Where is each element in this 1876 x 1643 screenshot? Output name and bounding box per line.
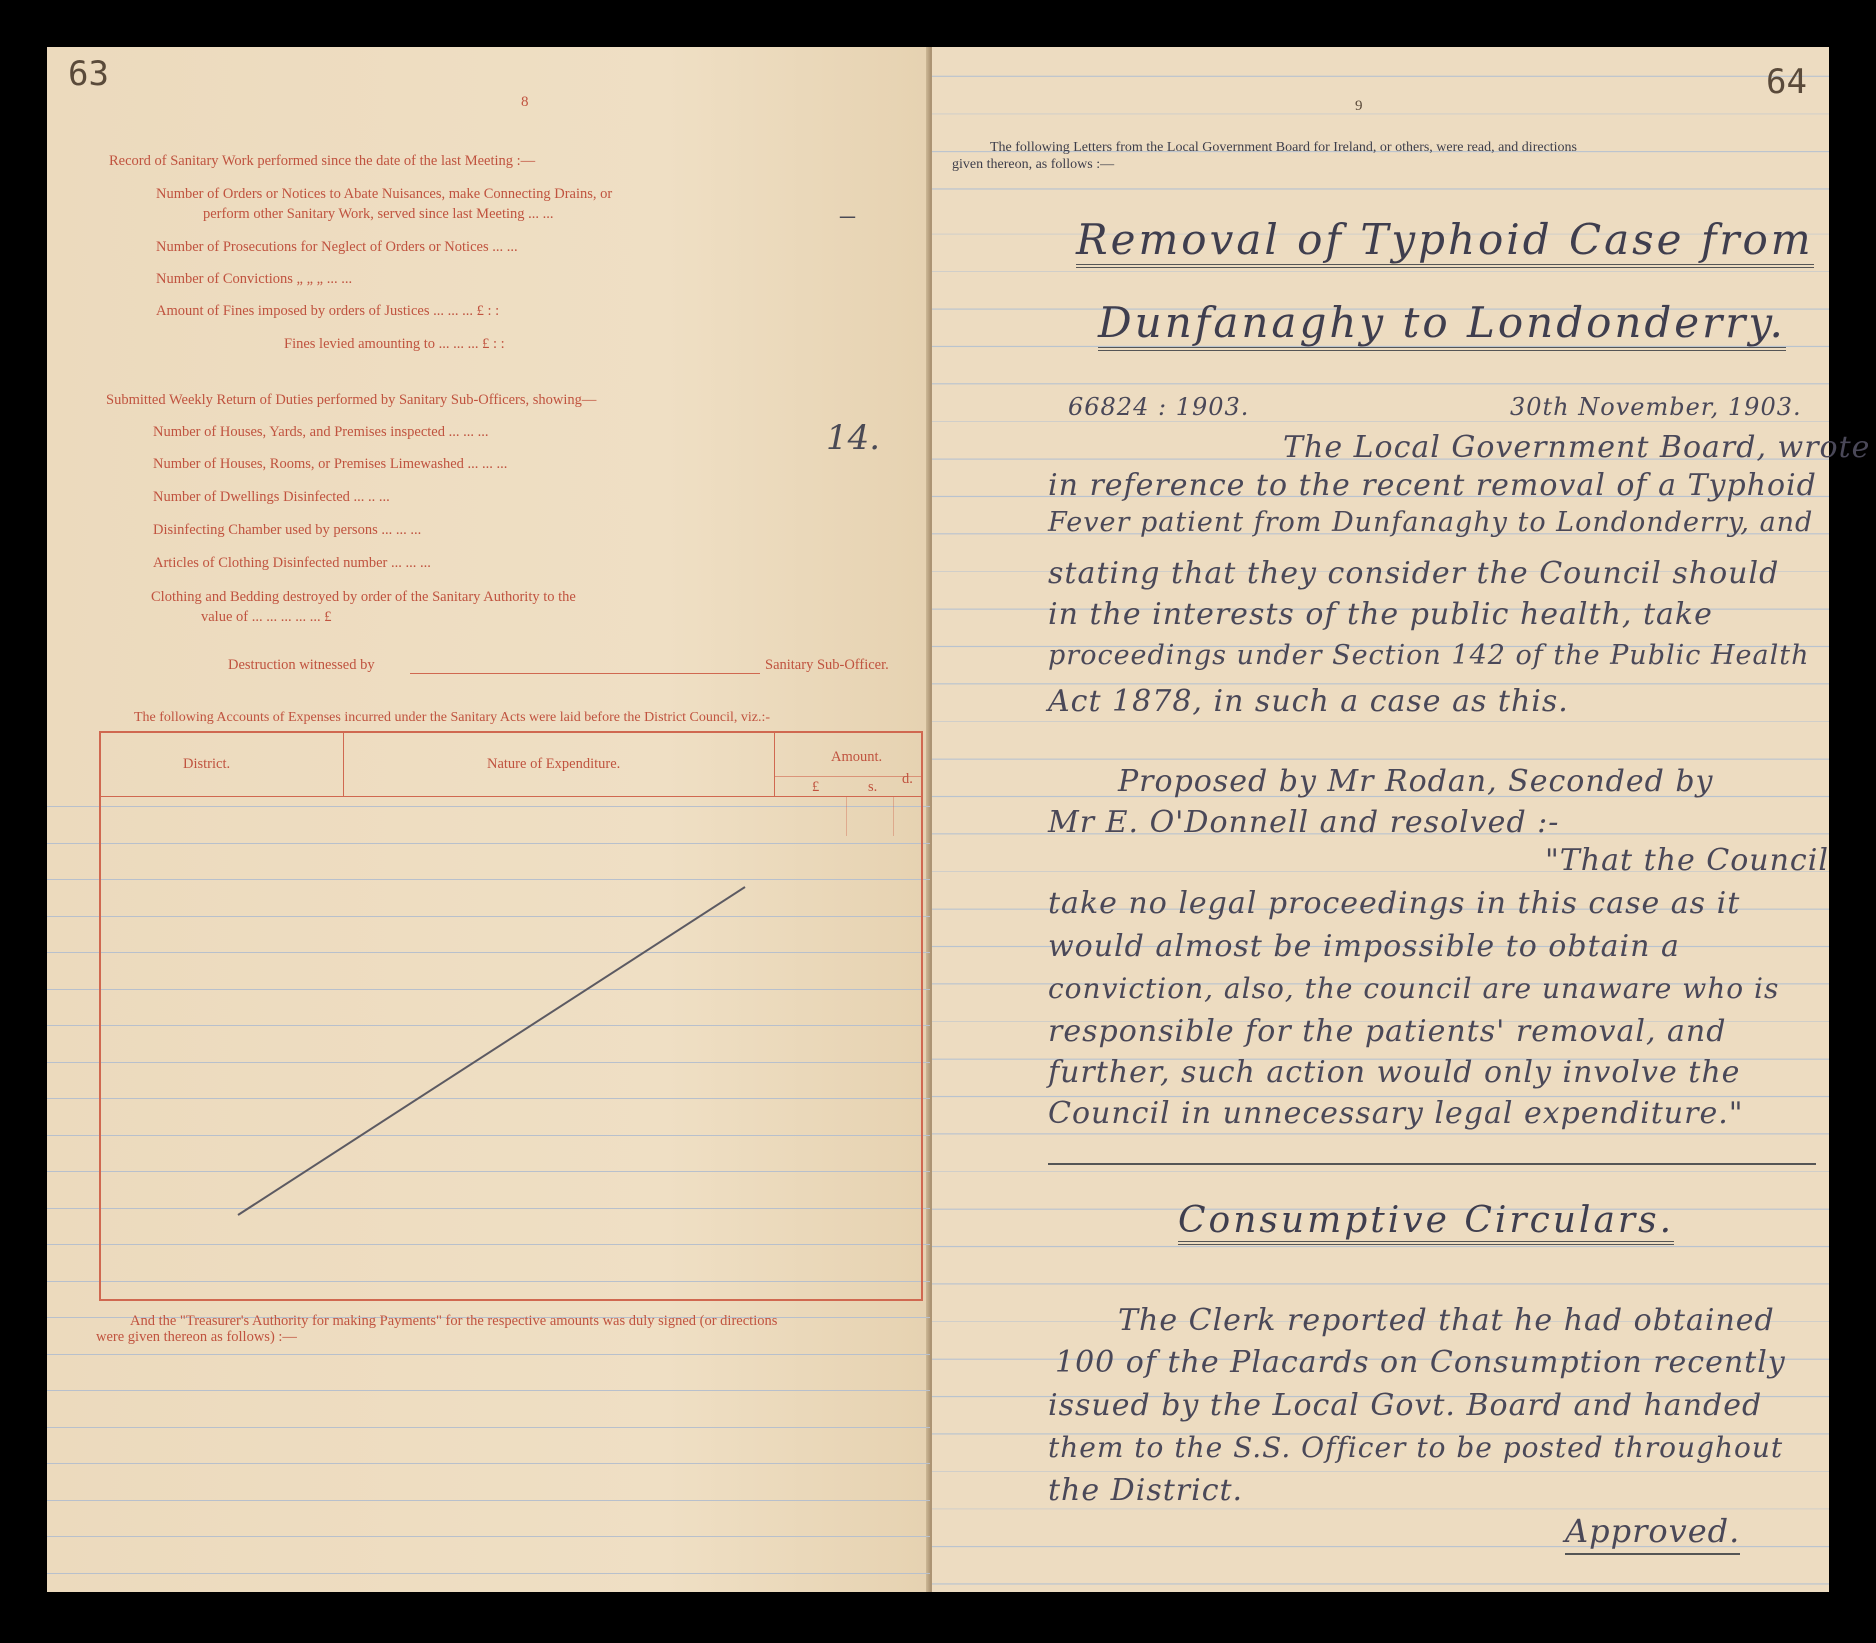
letter-ref-number: 66824 : 1903.	[1068, 393, 1250, 421]
body-line-3: Fever patient from Dunfanaghy to Londonderry, and	[1048, 507, 1814, 538]
body-line-7: Act 1878, in such a case as this.	[1048, 684, 1569, 719]
record-item-1-line2: perform other Sanitary Work, served since last Meeting ... ...	[203, 206, 554, 222]
accounts-heading: The following Accounts of Expenses incurred under the Sanitary Acts were laid before the District Council, viz.:-	[134, 710, 771, 725]
record-item-3: Number of Convictions „ „ „ ... ...	[156, 271, 353, 287]
right-page-number: 64	[1766, 62, 1807, 102]
record-item-4: Amount of Fines imposed by orders of Justices ... ... ... £ : :	[156, 303, 500, 319]
table-header-nature: Nature of Expenditure.	[487, 756, 621, 772]
weekly-item-houses: Number of Houses, Yards, and Premises inspected ... ... ...	[153, 424, 489, 440]
proposal-line-8: further, such action would only involve the	[1048, 1055, 1741, 1090]
record-item-2: Number of Prosecutions for Neglect of Orders or Notices ... ...	[156, 239, 518, 255]
section2-line-3: issued by the Local Govt. Board and handed	[1048, 1388, 1763, 1423]
section2-line-2: 100 of the Placards on Consumption recently	[1055, 1345, 1786, 1380]
treasurer-line1: And the "Treasurer's Authority for making Payments" for the respective amounts was duly signed (or directions	[130, 1313, 778, 1329]
proposal-line-7: responsible for the patients' removal, and	[1048, 1014, 1727, 1049]
proposal-line-2: Mr E. O'Donnell and resolved :-	[1048, 805, 1560, 840]
weekly-item-clothing: Articles of Clothing Disinfected number ... ... ...	[153, 555, 431, 571]
left-page-number: 63	[68, 54, 109, 94]
record-heading: Record of Sanitary Work performed since the date of the last Meeting :—	[109, 153, 536, 169]
proposal-line-3: "That the Council	[1545, 843, 1829, 878]
proposal-line-6: conviction, also, the council are unaware who is	[1048, 972, 1780, 1005]
body-line-6: proceedings under Section 142 of the Public Health	[1048, 640, 1810, 671]
section2-line-4: them to the S.S. Officer to be posted throughout	[1048, 1431, 1784, 1464]
letters-intro-line1: The following Letters from the Local Government Board for Ireland, or others, were read, and directions	[990, 140, 1578, 155]
body-line-5: in the interests of the public health, take	[1048, 597, 1713, 632]
proposal-line-5: would almost be impossible to obtain a	[1048, 929, 1680, 964]
weekly-item-chamber: Disinfecting Chamber used by persons ... ... ...	[153, 522, 422, 538]
destruction-label: Destruction witnessed by	[228, 657, 375, 673]
left-printed-page-number: 8	[521, 94, 529, 110]
table-header-pence: d.	[902, 771, 913, 787]
destruction-tail: Sanitary Sub-Officer.	[765, 657, 889, 673]
treasurer-line2: were given thereon as follows) :—	[96, 1329, 297, 1345]
clothing-bedding-line2: value of ... ... ... ... ... £	[201, 609, 332, 625]
weekly-item-limewashed: Number of Houses, Rooms, or Premises Limewashed ... ... ...	[153, 456, 508, 472]
section2-line-5: the District.	[1048, 1473, 1244, 1508]
weekly-item-dwellings: Number of Dwellings Disinfected ... .. ...	[153, 489, 390, 505]
body-line-4: stating that they consider the Council should	[1048, 556, 1780, 591]
letter-ref-date: 30th November, 1903.	[1510, 393, 1802, 421]
letters-intro-line2: given thereon, as follows :—	[952, 157, 1115, 172]
weekly-item-houses-value: 14.	[826, 418, 881, 458]
record-item-5: Fines levied amounting to ... ... ... £ : :	[284, 336, 505, 352]
proposal-line-4: take no legal proceedings in this case as it	[1048, 886, 1741, 921]
section-title-line1: Removal of Typhoid Case from	[1076, 215, 1814, 268]
approved-stamp: Approved.	[1565, 1512, 1740, 1555]
section2-line-1: The Clerk reported that he had obtained	[1118, 1303, 1775, 1338]
record-item-1-line1: Number of Orders or Notices to Abate Nuisances, make Connecting Drains, or	[156, 186, 613, 202]
section-title-line2: Dunfanaghy to Londonderry.	[1098, 298, 1786, 351]
table-header-pounds: £	[812, 779, 820, 795]
table-header-amount: Amount.	[831, 749, 883, 765]
proposal-line-9: Council in unnecessary legal expenditure."	[1048, 1096, 1744, 1131]
right-printed-page-number: 9	[1355, 98, 1363, 114]
body-line-1: The Local Government Board, wrote	[1283, 430, 1871, 465]
table-header-district: District.	[183, 756, 231, 772]
section2-title: Consumptive Circulars.	[1178, 1200, 1674, 1245]
weekly-heading: Submitted Weekly Return of Duties performed by Sanitary Sub-Officers, showing—	[106, 392, 597, 408]
table-header-shillings: s.	[868, 779, 878, 795]
clothing-bedding-line1: Clothing and Bedding destroyed by order of the Sanitary Authority to the	[151, 589, 576, 605]
record-item-1-value: –	[840, 198, 855, 231]
body-line-2: in reference to the recent removal of a Typhoid	[1048, 468, 1817, 503]
proposal-line-1: Proposed by Mr Rodan, Seconded by	[1118, 764, 1714, 799]
section-divider	[1048, 1163, 1816, 1165]
